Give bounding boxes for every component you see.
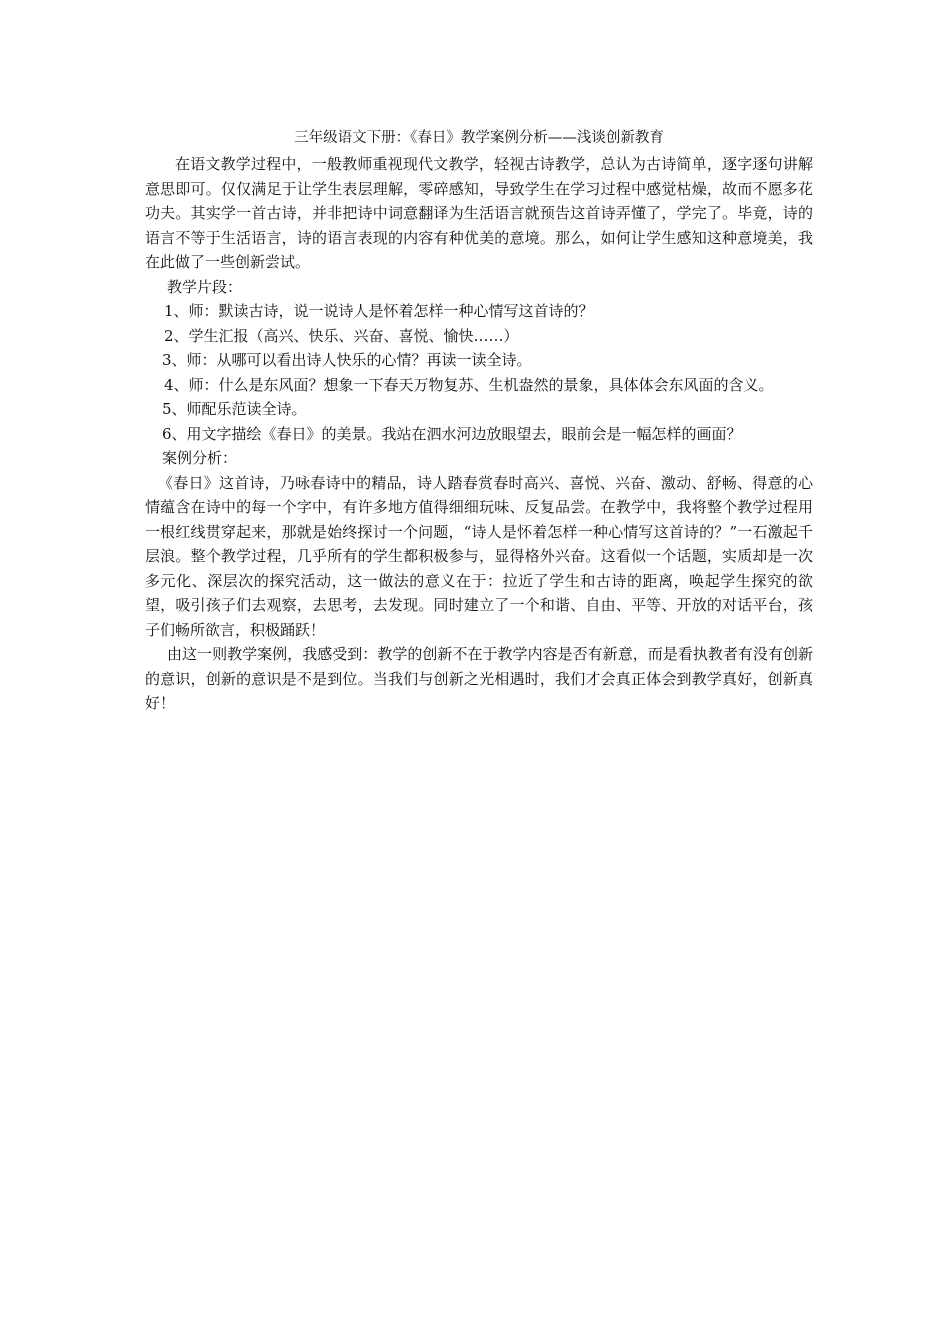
segment-heading: 教学片段：	[167, 277, 243, 296]
analysis-paragraph: 《春日》这首诗，乃咏春诗中的精品，诗人踏春赏春时高兴、喜悦、兴奋、激动、舒畅、得意的心情蕴含在诗中的每一个字中，有许多地方值得细细玩味、反复品尝。在教学中，我将整个教学过程用一根红线贯穿起来，那就是始终探讨一个问题，“诗人是怀着怎样一种心情写这首诗的？”一石激起千层浪。整个教学过程，几乎所有的学生都积极参与，显得格外兴奋。这看似一个话题，实质却是一次多元化、深层次的探究活动，这一做法的意义在于：拉近了学生和古诗的距离，唤起学生探究的欲望，吸引孩子们去观察，去思考，去发现。同时建立了一个和谐、自由、平等、开放的对话平台，孩子们畅所欲言，积极踊跃！	[145, 473, 813, 639]
analysis-heading: 案例分析：	[162, 449, 238, 467]
intro-paragraph: 在语文教学过程中，一般教师重视现代文教学，轻视古诗教学，总认为古诗简单，逐字逐句讲解意思即可。仅仅满足于让学生表层理解，零碎感知，导致学生在学习过程中感觉枯燥，故而不愿多花功夫。其实学一首古诗，并非把诗中词意翻译为生活语言就预告这首诗弄懂了，学完了。毕竟，诗的语言不等于生活语言，诗的语言表现的内容有种优美的意境。那么，如何让学生感知这种意境美，我在此做了一些创新尝试。	[145, 155, 813, 271]
step-item: 6、用文字描绘《春日》的美景。我站在泗水河边放眼望去，眼前会是一幅怎样的画面？	[162, 424, 742, 443]
document-body	[145, 128, 813, 716]
step-item: 2、学生汇报（高兴、快乐、兴奋、喜悦、愉快……）	[164, 326, 519, 345]
step-item: 4、师：什么是东风面？想象一下春天万物复苏、生机盎然的景象，具体体会东风面的含义。	[164, 375, 774, 394]
step-item: 3、师：从哪可以看出诗人快乐的心情？再读一读全诗。	[162, 351, 532, 369]
conclusion-paragraph: 由这一则教学案例，我感受到：教学的创新不在于教学内容是否有新意，而是看执教者有没有创新的意识，创新的意识是不是到位。当我们与创新之光相遇时，我们才会真正体会到教学真好，创新真好！	[145, 645, 813, 712]
step-item: 1、师：默读古诗，说一说诗人是怀着怎样一种心情写这首诗的？	[164, 302, 594, 320]
document-title: 三年级语文下册：《春日》教学案例分析——浅谈创新教育	[294, 130, 664, 146]
step-item: 5、师配乐范读全诗。	[162, 400, 307, 418]
